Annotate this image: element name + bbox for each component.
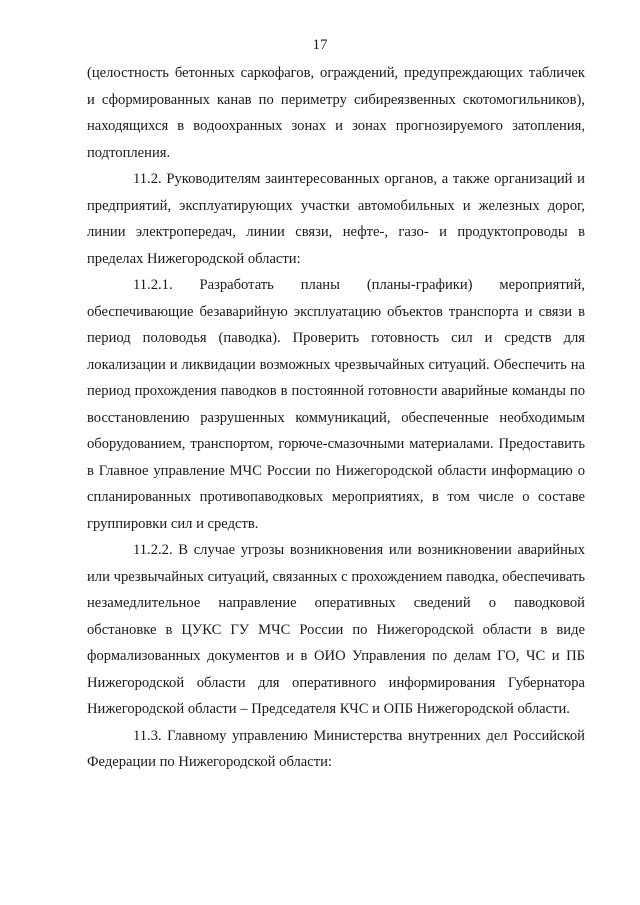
document-body xyxy=(87,60,585,776)
page-number: 17 xyxy=(312,37,328,53)
paragraph-11-2-2: 11.2.2. В случае угрозы возникновения или возникновении аварийных или чрезвычайных ситуаций, связанных с прохождением паводка, обеспечивать незамедлительное направление оперативных сведений о паводковой обстановке в ЦУКС ГУ МЧС России по Нижегородской области в виде формализованных документов и в ОИО Управления по делам ГО, ЧС и ПБ Нижегородской области для оперативного информирования Губернатора Нижегородской области – Председателя КЧС и ОПБ Нижегородской области. xyxy=(87,542,585,717)
paragraph-11-2: 11.2. Руководителям заинтересованных органов, а также организаций и предприятий, эксплуатирующих участки автомобильных и железных дорог, линии электропередач, линии связи, нефте-, газо- и продуктопроводы в пределах Нижегородской области: xyxy=(87,171,585,267)
paragraph-11-3: 11.3. Главному управлению Министерства внутренних дел Российской Федерации по Нижегородской области: xyxy=(87,727,585,770)
paragraph-continuation: (целостность бетонных саркофагов, ограждений, предупреждающих табличек и сформированных канав по периметру сибиреязвенных скотомогильников), находящихся в водоохранных зонах и зонах прогнозируемого затопления, подтопления. xyxy=(87,65,585,161)
paragraph-11-2-1: 11.2.1. Разработать планы (планы-графики) мероприятий, обеспечивающие безаварийную эксплуатацию объектов транспорта и связи в период половодья (паводка). Проверить готовность сил и средств для локализации и ликвидации возможных чрезвычайных ситуаций. Обеспечить на период прохождения паводков в постоянной готовности аварийные команды по восстановлению разрушенных коммуникаций, обеспеченные необходимым оборудованием, транспортом, горюче-смазочными материалами. Предоставить в Главное управление МЧС России по Нижегородской области информацию о спланированных противопаводковых мероприятиях, в том числе о составе группировки сил и средств. xyxy=(87,277,585,532)
